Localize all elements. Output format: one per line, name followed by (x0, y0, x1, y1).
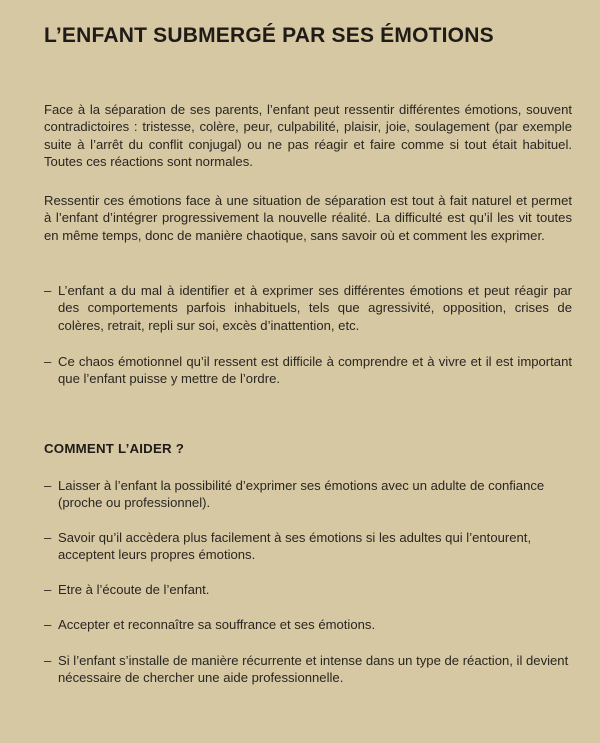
list-item (44, 353, 572, 388)
list-item (44, 652, 580, 687)
list-item-text: Etre à l’écoute de l’enfant. (58, 582, 210, 597)
dash-bullet: – (44, 582, 52, 597)
help-list (44, 652, 580, 687)
list-item (44, 616, 580, 633)
list-item-text: Laisser à l’enfant la possibilité d’exprimer ses émotions avec un adulte de confiance (proche ou professionnel). (58, 478, 545, 511)
list-item-text: Si l’enfant s’installe de manière récurrente et intense dans un type de réaction, il devient nécessaire de chercher une aide professionnelle. (58, 653, 569, 686)
list-item (44, 477, 580, 512)
dash-bullet: – (44, 478, 52, 493)
dash-bullet: – (44, 617, 52, 632)
dash-bullet: – (44, 283, 52, 298)
list-item-text: Ce chaos émotionnel qu’il ressent est difficile à comprendre et à vivre et il est important que l’enfant puisse y mettre de l’ordre. (58, 354, 572, 387)
list-item (44, 282, 572, 334)
help-list (44, 529, 580, 564)
section-heading: COMMENT L’AIDER ? (44, 441, 185, 456)
help-list (44, 616, 580, 633)
intro-paragraph: Face à la séparation de ses parents, l’enfant peut ressentir différentes émotions, souvent contradictoires : tristesse, colère, peur, culpabilité, plaisir, joie, soulagement (par exemple suite à l’arrêt du conflit conjugal) ou ne pas réagir et faire comme si tout était habituel. Toutes ces réactions sont normales. (44, 102, 572, 170)
page-title: L’ENFANT SUBMERGÉ PAR SES ÉMOTIONS (44, 24, 494, 47)
help-list (44, 581, 580, 598)
list-item (44, 581, 580, 598)
dash-bullet: – (44, 354, 52, 369)
list-item-text: L’enfant a du mal à identifier et à exprimer ses différentes émotions et peut réagir par des comportements parfois inhabituels, tels que agressivité, opposition, crises de colères, retrait, repli sur soi, excès d’inattention, etc. (58, 283, 572, 333)
emotions-paragraph: Ressentir ces émotions face à une situation de séparation est tout à fait naturel et permet à l’enfant d’intégrer progressivement la nouvelle réalité. La difficulté est qu’il les vit toutes en même temps, donc de manière chaotique, sans savoir où et comment les exprimer. (44, 193, 572, 243)
bullet-list (44, 353, 572, 388)
bullet-list (44, 282, 572, 334)
help-list (44, 477, 580, 512)
list-item-text: Savoir qu’il accèdera plus facilement à ses émotions si les adultes qui l’entourent, acceptent leurs propres émotions. (58, 530, 532, 563)
dash-bullet: – (44, 530, 52, 545)
dash-bullet: – (44, 653, 52, 668)
list-item-text: Accepter et reconnaître sa souffrance et ses émotions. (58, 617, 376, 632)
list-item (44, 529, 580, 564)
